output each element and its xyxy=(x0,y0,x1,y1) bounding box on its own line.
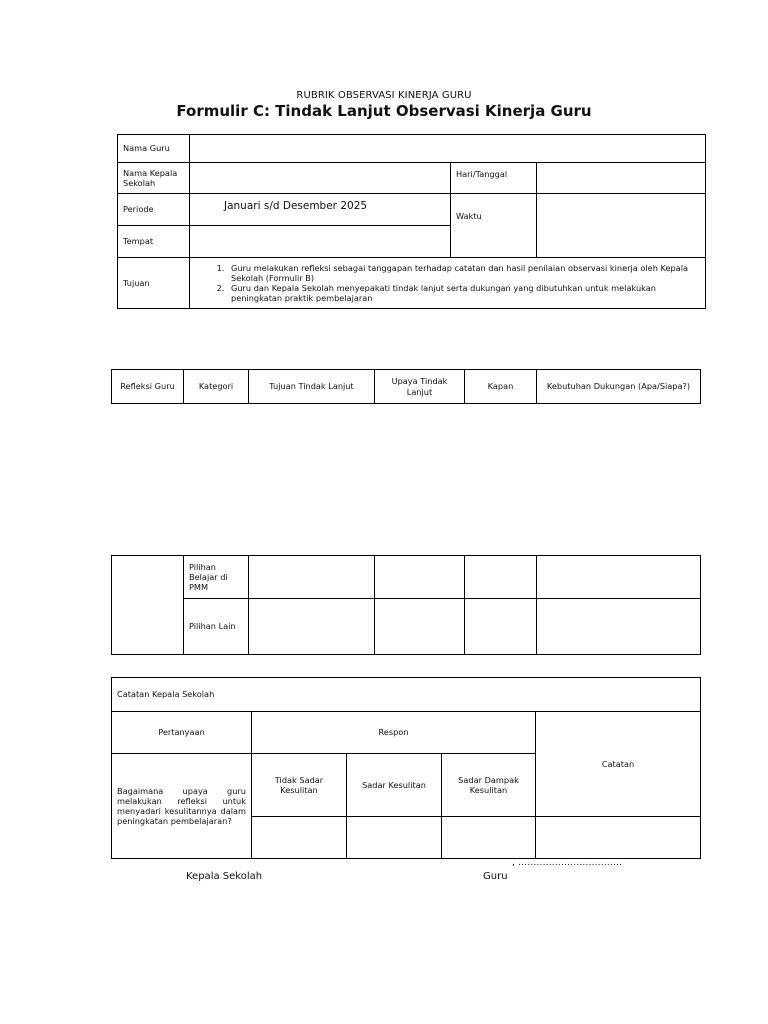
tujuan-content xyxy=(190,258,706,309)
form-subtitle: RUBRIK OBSERVASI KINERJA GURU xyxy=(296,90,472,101)
nama-kepala-label: Nama Kepala Sekolah xyxy=(118,163,190,194)
response-sadar-kesulitan-field[interactable] xyxy=(347,817,442,859)
header-tujuan-tindak-lanjut: Tujuan Tindak Lanjut xyxy=(249,370,375,404)
lain-dukungan-field[interactable] xyxy=(537,599,701,655)
waktu-label: Waktu xyxy=(451,194,537,258)
header-kebutuhan-dukungan: Kebutuhan Dukungan (Apa/Siapa?) xyxy=(537,370,701,404)
tujuan-list xyxy=(195,263,691,304)
waktu-field[interactable] xyxy=(537,194,706,258)
signature-date-line: , .................................. xyxy=(512,858,623,868)
pmm-kapan-field[interactable] xyxy=(465,556,537,599)
nama-guru-field[interactable] xyxy=(190,135,706,163)
header-kapan: Kapan xyxy=(465,370,537,404)
notes-table xyxy=(111,677,701,859)
hari-tanggal-field[interactable] xyxy=(537,163,706,194)
signature-guru: Guru xyxy=(483,871,508,882)
catatan-header: Catatan xyxy=(536,712,701,817)
periode-value: Januari s/d Desember 2025 xyxy=(190,194,451,226)
header-kategori: Kategori xyxy=(184,370,249,404)
pilihan-pmm-label: Pilihan Belajar di PMM xyxy=(184,556,249,599)
form-title: Formulir C: Tindak Lanjut Observasi Kinerja Guru xyxy=(176,102,592,120)
periode-label: Periode xyxy=(118,194,190,226)
pertanyaan-header: Pertanyaan xyxy=(112,712,252,754)
lain-kapan-field[interactable] xyxy=(465,599,537,655)
response-sadar-dampak-field[interactable] xyxy=(442,817,536,859)
pilihan-lain-label: Pilihan Lain xyxy=(184,599,249,655)
lain-tujuan-field[interactable] xyxy=(249,599,375,655)
options-table xyxy=(111,555,701,655)
hari-tanggal-label: Hari/Tanggal xyxy=(451,163,537,194)
response-sadar-dampak: Sadar Dampak Kesulitan xyxy=(442,754,536,817)
tujuan-item: 2. Guru dan Kepala Sekolah menyepakati tindak lanjut serta dukungan yang dibutuhkan untuk melakukan peningkatan praktik pembelajaran xyxy=(227,283,691,304)
response-tidak-sadar-field[interactable] xyxy=(252,817,347,859)
signature-kepala-sekolah: Kepala Sekolah xyxy=(186,871,263,882)
response-sadar-kesulitan: Sadar Kesulitan xyxy=(347,754,442,817)
pmm-upaya-field[interactable] xyxy=(375,556,465,599)
header-refleksi-guru: Refleksi Guru xyxy=(112,370,184,404)
tujuan-label: Tujuan xyxy=(118,258,190,309)
respon-header: Respon xyxy=(252,712,536,754)
header-upaya-tindak-lanjut: Upaya Tindak Lanjut xyxy=(375,370,465,404)
info-table xyxy=(117,134,706,309)
lain-upaya-field[interactable] xyxy=(375,599,465,655)
nama-guru-label: Nama Guru xyxy=(118,135,190,163)
nama-kepala-field[interactable] xyxy=(190,163,451,194)
question-text: Bagaimana upaya guru melakukan refleksi untuk menyadari kesulitannya dalam peningkatan pembelajaran? xyxy=(112,754,252,859)
options-empty-cell[interactable] xyxy=(112,556,184,655)
catatan-field[interactable] xyxy=(536,817,701,859)
pmm-dukungan-field[interactable] xyxy=(537,556,701,599)
catatan-kepala-title: Catatan Kepala Sekolah xyxy=(112,678,701,712)
tempat-label: Tempat xyxy=(118,226,190,258)
response-tidak-sadar: Tidak Sadar Kesulitan xyxy=(252,754,347,817)
followup-table xyxy=(111,369,701,404)
tujuan-item: 1. Guru melakukan refleksi sebagai tanggapan terhadap catatan dan hasil penilaian observasi kinerja oleh Kepala Sekolah (Formulir B) xyxy=(227,263,691,284)
tempat-field[interactable] xyxy=(190,226,451,258)
pmm-tujuan-field[interactable] xyxy=(249,556,375,599)
